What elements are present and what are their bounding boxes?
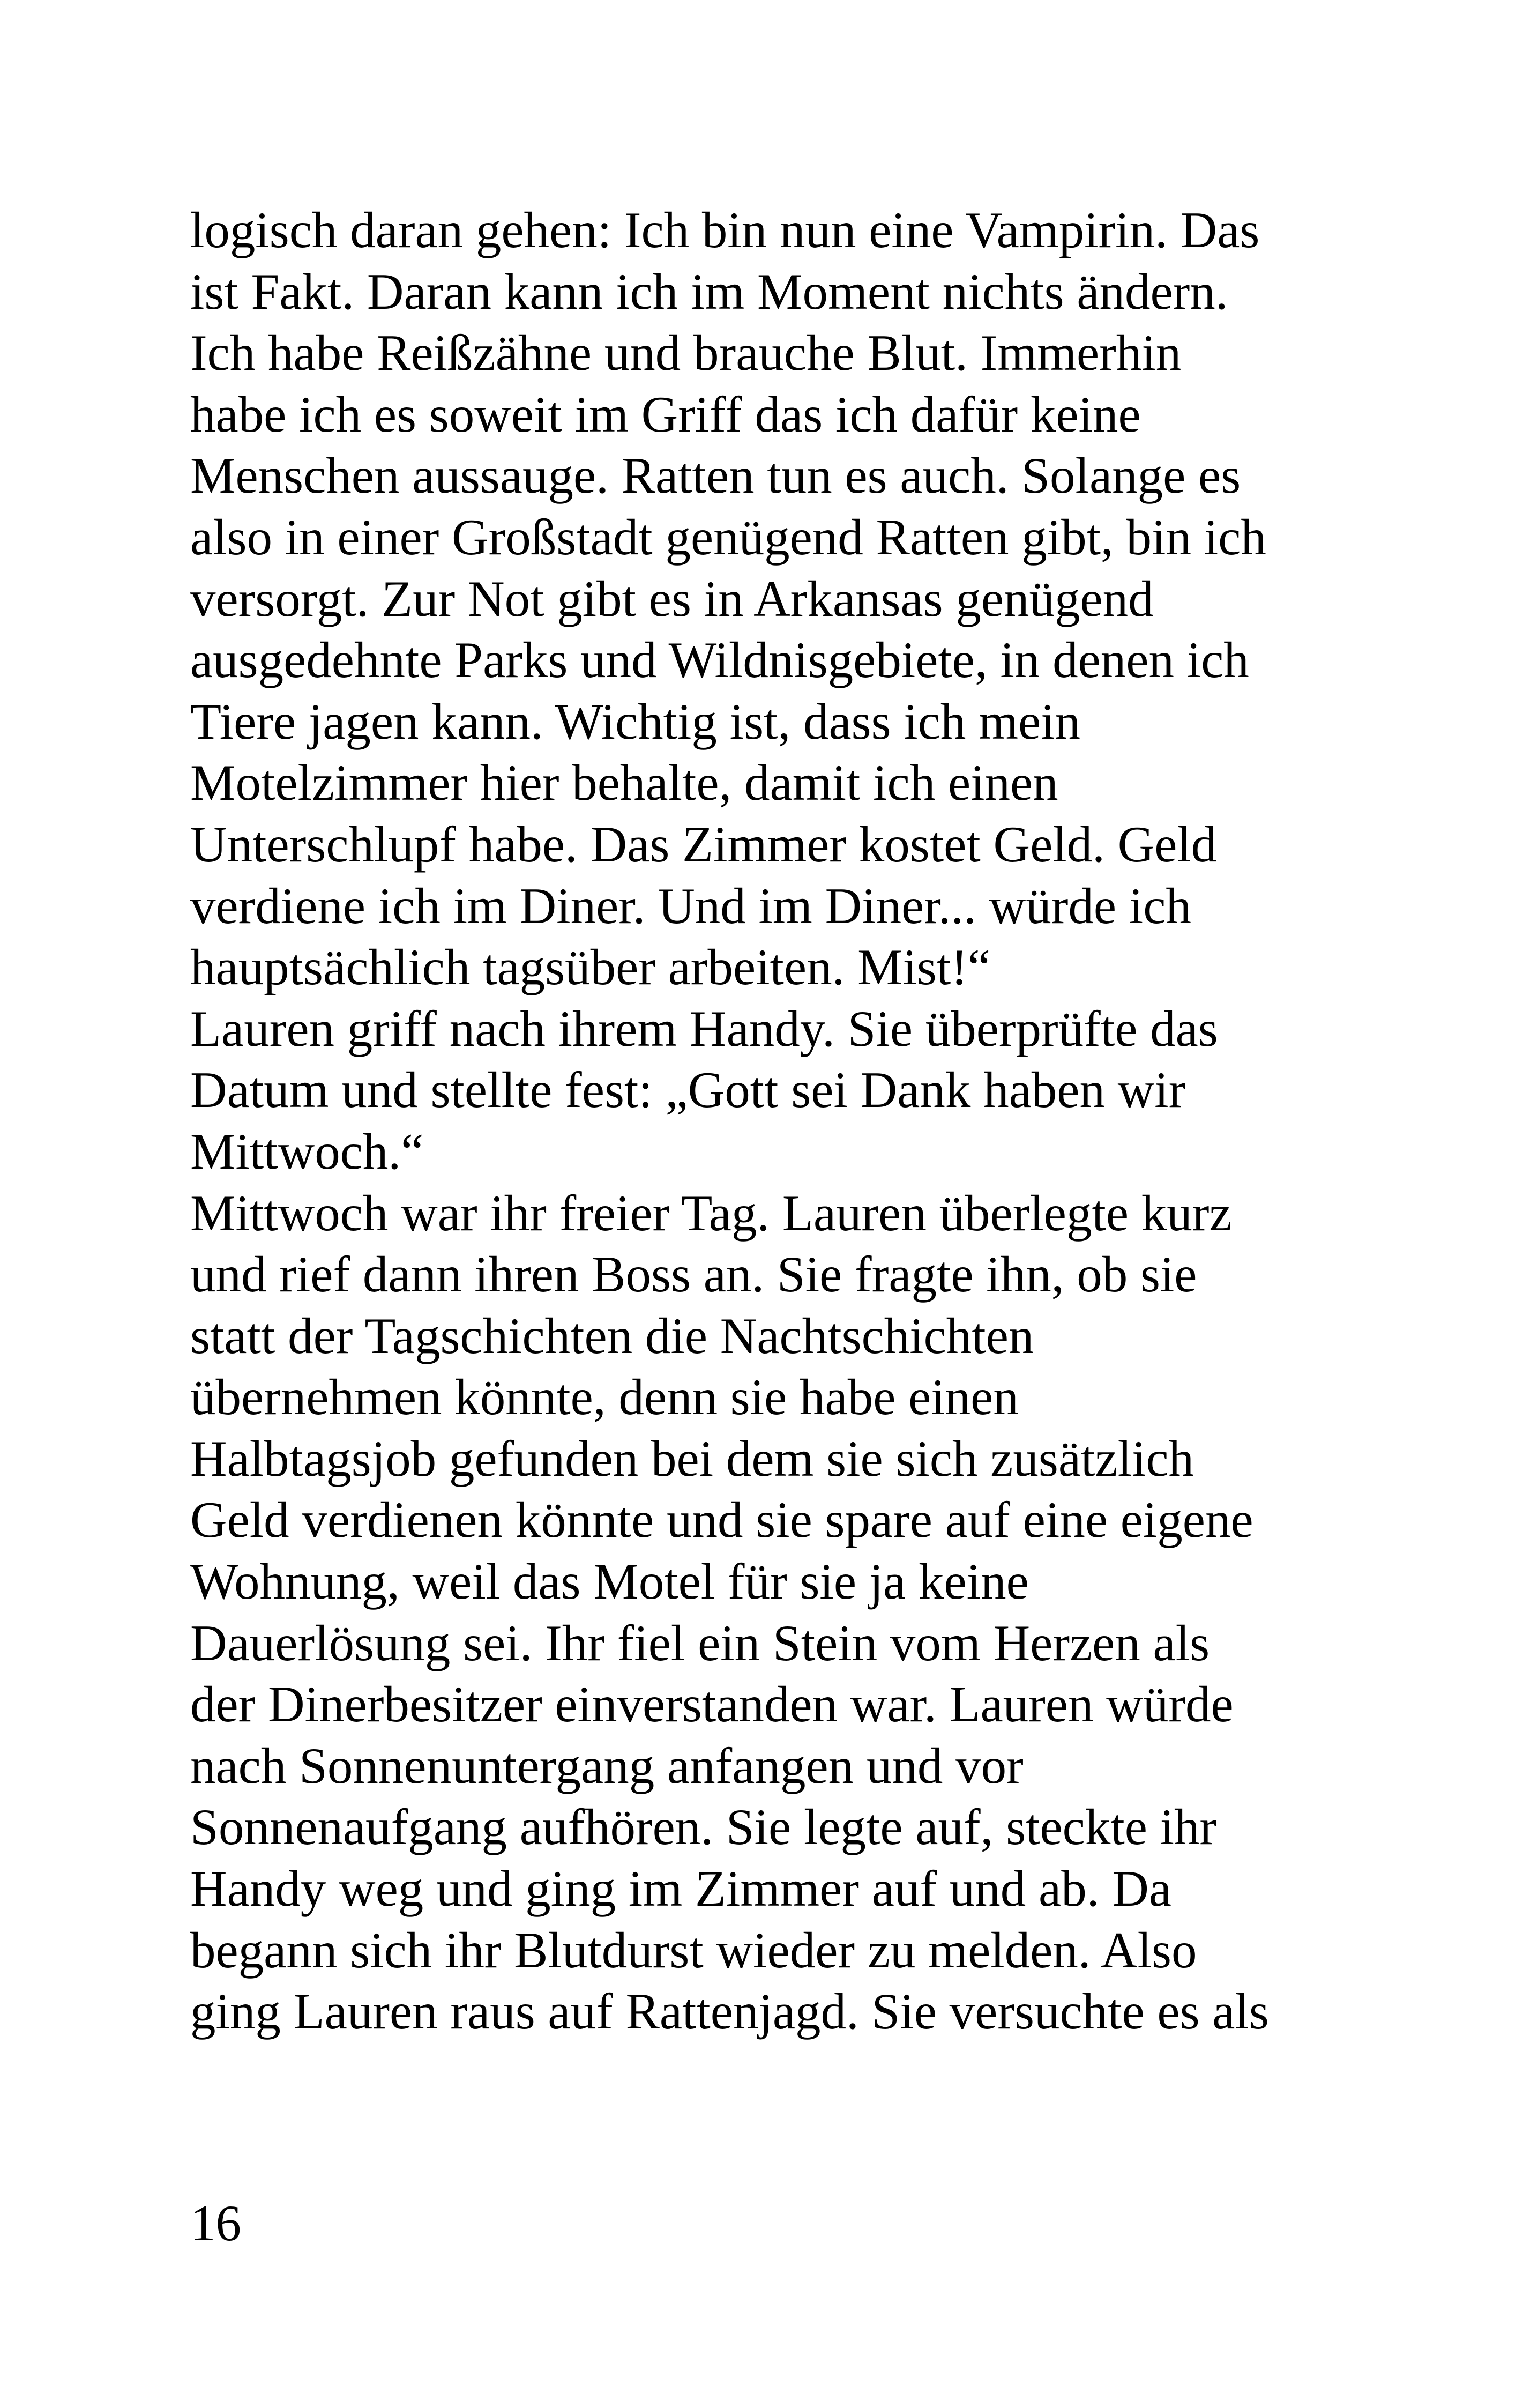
text-line: Tiere jagen kann. Wichtig ist, dass ich mein (190, 693, 1081, 750)
text-line: ausgedehnte Parks und Wildnisgebiete, in denen ich (190, 631, 1249, 689)
text-line: begann sich ihr Blutdurst wieder zu melden. Also (190, 1921, 1197, 1979)
text-line: Ich habe Reißzähne und brauche Blut. Immerhin (190, 324, 1182, 382)
text-line: Geld verdienen könnte und sie spare auf eine eigene (190, 1491, 1253, 1549)
text-line: Halbtagsjob gefunden bei dem sie sich zusätzlich (190, 1430, 1194, 1487)
text-line: und rief dann ihren Boss an. Sie fragte ihn, ob sie (190, 1246, 1197, 1303)
page-number: 16 (190, 2195, 241, 2251)
text-line: statt der Tagschichten die Nachtschichten (190, 1307, 1034, 1364)
text-line: ist Fakt. Daran kann ich im Moment nichts ändern. (190, 263, 1228, 320)
text-line: Lauren griff nach ihrem Handy. Sie überprüfte das (190, 1000, 1218, 1057)
text-line: Motelzimmer hier behalte, damit ich einen (190, 754, 1058, 812)
text-line: versorgt. Zur Not gibt es in Arkansas genügend (190, 570, 1154, 627)
text-line: Unterschlupf habe. Das Zimmer kostet Geld. Geld (190, 815, 1217, 873)
text-line: der Dinerbesitzer einverstanden war. Lauren würde (190, 1676, 1234, 1733)
text-line: Datum und stellte fest: „Gott sei Dank haben wir (190, 1061, 1186, 1119)
text-line: ging Lauren raus auf Rattenjagd. Sie versuchte es als (190, 1983, 1269, 2040)
text-line: Mittwoch war ihr freier Tag. Lauren überlegte kurz (190, 1184, 1232, 1242)
text-line: Wohnung, weil das Motel für sie ja keine (190, 1553, 1029, 1610)
text-line: Handy weg und ging im Zimmer auf und ab. Da (190, 1860, 1171, 1918)
text-line: nach Sonnenuntergang anfangen und vor (190, 1737, 1024, 1794)
text-line: verdiene ich im Diner. Und im Diner... würde ich (190, 877, 1191, 934)
body-text (190, 199, 1358, 2042)
text-line: Mittwoch.“ (190, 1123, 424, 1180)
text-line: logisch daran gehen: Ich bin nun eine Vampirin. Das (190, 202, 1260, 258)
text-line: übernehmen könnte, denn sie habe einen (190, 1369, 1019, 1426)
text-line: Sonnenaufgang aufhören. Sie legte auf, steckte ihr (190, 1798, 1217, 1856)
text-line: hauptsächlich tagsüber arbeiten. Mist!“ (190, 939, 991, 996)
text-line: Dauerlösung sei. Ihr fiel ein Stein vom Herzen als (190, 1614, 1210, 1671)
text-line: also in einer Großstadt genügend Ratten gibt, bin ich (190, 508, 1266, 566)
text-line: habe ich es soweit im Griff das ich dafür keine (190, 385, 1141, 443)
text-line: Menschen aussauge. Ratten tun es auch. Solange es (190, 447, 1241, 504)
